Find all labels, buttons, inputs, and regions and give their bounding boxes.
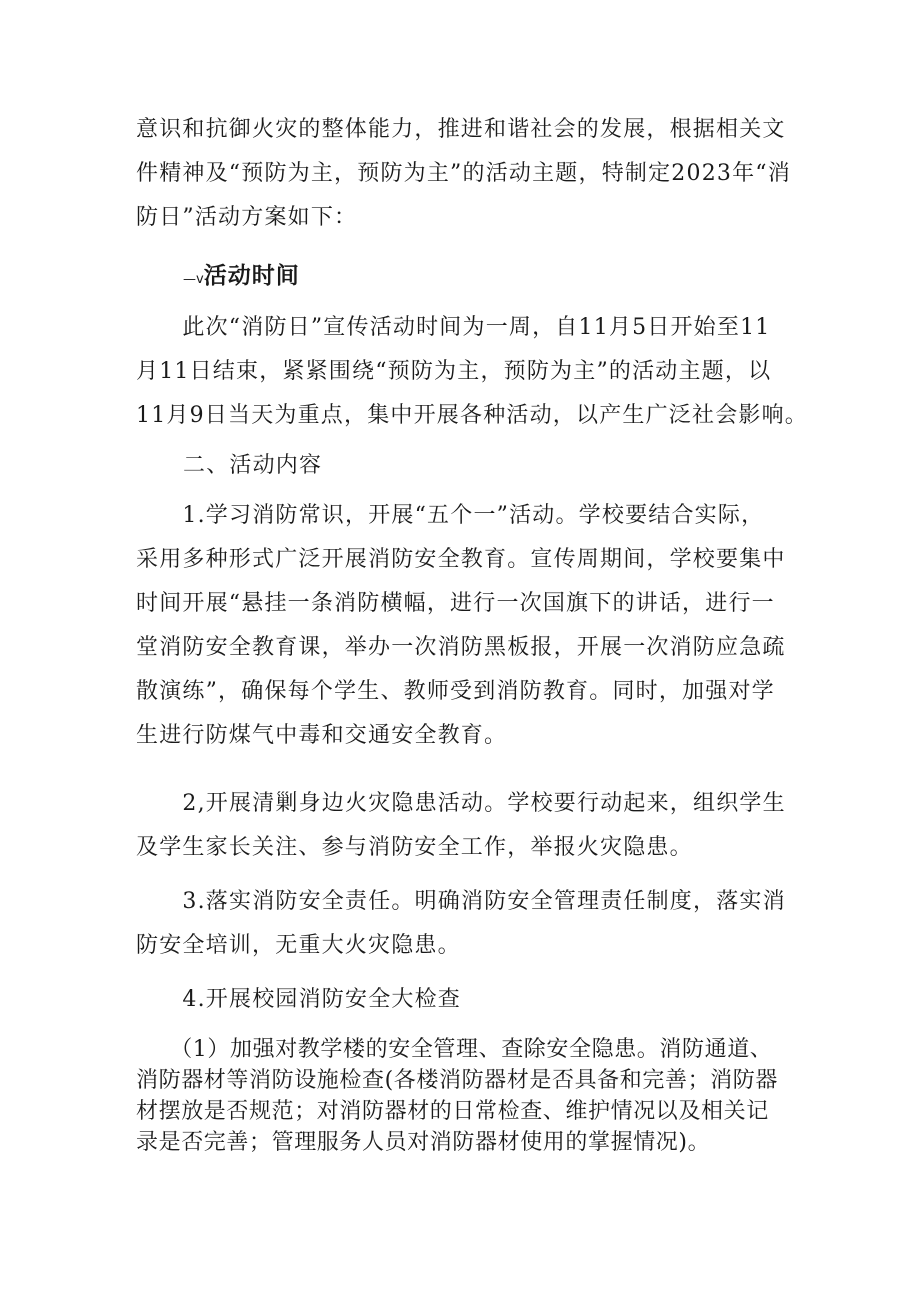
heading-prefix: —v — [183, 272, 204, 287]
item-4-1-paragraph — [136, 1034, 796, 1158]
text-line: 意识和抗御火灾的整体能力，推进和谐社会的发展，根据相关文 — [136, 117, 786, 142]
heading-title: 活动时间 — [203, 263, 300, 289]
text-line: 此次“消防日”宣传活动时间为一周，自11月5日开始至11 — [136, 315, 771, 340]
time-paragraph — [136, 306, 808, 438]
text-line: 时间开展“悬挂一条消防横幅，进行一次国旗下的讲话，进行一 — [136, 591, 775, 616]
text-line: 11月9日当天为重点，集中开展各种活动，以产生广泛社会影响。 — [136, 403, 808, 428]
intro-paragraph — [136, 108, 796, 240]
text-line: 散演练”，确保每个学生、教师受到消防教育。同时，加强对学 — [136, 679, 775, 704]
item-3-paragraph — [136, 880, 796, 968]
text-line: 材摆放是否规范；对消防器材的日常检查、维护情况以及相关记 — [136, 1099, 769, 1124]
text-line: （1）加强对教学楼的安全管理、查除安全隐患。消防通道、 — [136, 1037, 773, 1062]
text-line: 2,开展清剿身边火灾隐患活动。学校要行动起来，组织学生 — [136, 791, 786, 816]
item-1-paragraph — [136, 494, 796, 758]
text-line: 件精神及“预防为主，预防为主”的活动主题，特制定2023年“消 — [136, 161, 791, 186]
section-heading-time — [183, 258, 300, 298]
text-line: 录是否完善；管理服务人员对消防器材使用的掌握情况)。 — [136, 1130, 711, 1155]
section-heading-content: 二、活动内容 — [183, 453, 323, 478]
item-2-paragraph — [136, 782, 796, 870]
text-line: 3.落实消防安全责任。明确消防安全管理责任制度，落实消 — [136, 889, 786, 914]
text-line: 4.开展校园消防安全大检查 — [136, 987, 461, 1012]
text-line: 生进行防煤气中毒和交通安全教育。 — [136, 723, 508, 748]
text-line: 1.学习消防常识，开展“五个一”活动。学校要结合实际， — [136, 503, 765, 528]
text-line: 及学生家长关注、参与消防安全工作，举报火灾隐患。 — [136, 835, 693, 860]
text-line: 防日”活动方案如下： — [136, 205, 358, 230]
text-line: 月11日结束，紧紧围绕“预防为主，预防为主”的活动主题，以 — [136, 359, 772, 384]
text-line: 消防器材等消防设施检查(各楼消防器材是否具备和完善；消防器 — [136, 1068, 778, 1093]
text-line: 防安全培训，无重大火灾隐患。 — [136, 933, 461, 958]
item-4-paragraph — [136, 978, 796, 1022]
text-line: 采用多种形式广泛开展消防安全教育。宣传周期间，学校要集中 — [136, 547, 786, 572]
text-line: 堂消防安全教育课，举办一次消防黑板报，开展一次消防应急疏 — [136, 635, 786, 660]
